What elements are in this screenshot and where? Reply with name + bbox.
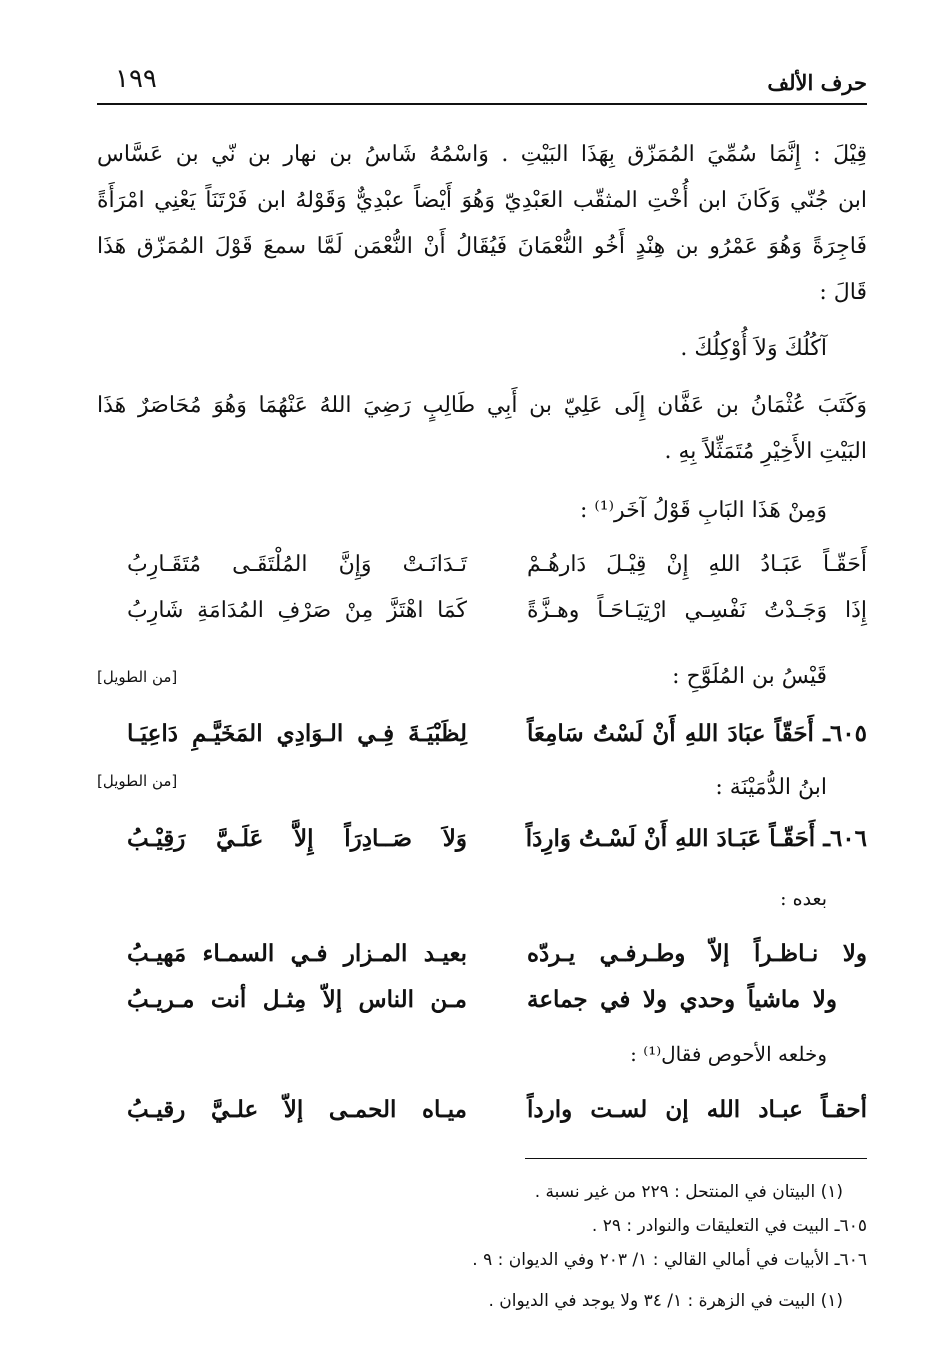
footnote: (١) البيتان في المنتحل : ٢٢٩ من غير نسبة . — [534, 1182, 843, 1202]
paragraph-line: البَيْتِ الأَخِيْرِ مُتَمَثِّلاً بِهِ . — [664, 439, 867, 464]
verse-first-hemistich: ولا نـاظـراً إلاّ وطـرفـي يـردّه — [527, 940, 867, 967]
verse-line — [97, 1096, 867, 1136]
verse-second-hemistich: بعيـد المـزار فـي السمـاء مَهيـبُ — [127, 940, 467, 967]
intro-text: وخلعه الأحوص فقال⁽¹⁾ : — [630, 1042, 827, 1066]
verse-first-hemistich: ولا ماشياً وحدي ولا في جماعة — [527, 986, 837, 1013]
verse-line — [97, 552, 867, 592]
verse-second-hemistich: وَلاَ صَــادِرَاً إِلاَّ عَلَـيَّ رَقِيْـبُ — [127, 825, 467, 852]
verse-line — [97, 598, 867, 638]
intro-text: وَمِنْ هَذَا البَابِ قَوْلُ آخَر⁽¹⁾ : — [579, 498, 827, 523]
paragraph-line: ابن جُنّي وَكَانَ ابن أُخْتِ المثقّب العَبْدِيّ وَهُوَ أَيْضاً عبْدِيٌّ وَقَوْلهُ ابن فَرْتَنَاً يَعْنِي امْرَأَةً — [97, 188, 867, 213]
verse-first-hemistich: ٦٠٦ـ أَحَقّـاً عَبَـادَ اللهِ أَنْ لَسْـتُ وَارِدَاً — [525, 825, 867, 852]
paragraph-line: فَاجِرَةً وَهُوَ عَمْرُو بن هِنْدٍ أَخُو النُّعْمَانَ فَيُقَالُ أَنْ النُّعْمَن لَمَّا سمعَ قَوْلَ المُمَزّق هَذَا — [97, 234, 867, 259]
verse-second-hemistich: ميـاه الحمـى إلاّ علـيَّ رقيـبُ — [127, 1096, 467, 1123]
verse-first-hemistich: ٦٠٥ـ أَحَقّاً عبَادَ اللهِ أَنْ لَسْتُ سَامِعَاً — [527, 720, 867, 747]
verse-second-hemistich: لِظَبْيَـةَ فِـي الـوَادِي المَخَيَّـمِ دَاعِيَـا — [127, 720, 467, 747]
running-header — [97, 62, 867, 102]
quoted-saying: آكُلُكَ وَلاَ أُوْكِلُكَ . — [680, 336, 827, 361]
header-rule — [97, 103, 867, 105]
chapter-title: حرف الألف — [767, 70, 867, 95]
verse-605 — [97, 720, 867, 760]
poet-name: ابنُ الدُّمَيْنَة : — [715, 775, 827, 800]
after-label: بعده : — [780, 888, 827, 910]
page-number: ١٩٩ — [115, 64, 157, 94]
verse-606 — [97, 825, 867, 865]
paragraph-line: قِيْلَ : إِنَّمَا سُمِّيَ المُمَزّق بِهَذَا البَيْتِ . وَاسْمُهُ شَاسُ بن نهار بن نّي بن عَسَّاس — [97, 142, 867, 167]
verse-second-hemistich: كَمَا اهْتَزَّ مِنْ صَرْفِ المُدَامَةِ شَارِبُ — [127, 598, 467, 623]
footnote: (١) البيت في الزهرة : ١/ ٣٤ ولا يوجد في الديوان . — [488, 1291, 843, 1311]
paragraph-line: وَكَتَبَ عُثْمَانُ بن عَفَّان إِلَى عَلِيّ بن أَبِي طَالِبٍ رَضِيَ اللهُ عَنْهُمَا وَهُوَ مُحَاصَرٌ هَذَا — [97, 393, 867, 418]
footnote-rule — [525, 1158, 867, 1159]
verse-second-hemistich: مـن الناس إلاّ مِثـل أنت مـريـبُ — [127, 986, 467, 1013]
verse-first-hemistich: إِذَا وَجَـدْتُ نَفْسِـي ارْتِيَـاحَـاً وهـزَّةً — [527, 598, 867, 623]
footnote: ٦٠٦ـ الأبيات في أمالي القالي : ١/ ٢٠٣ وفي الديوان : ٩ . — [472, 1250, 867, 1270]
footnote: ٦٠٥ـ البيت في التعليقات والنوادر : ٢٩ . — [591, 1216, 867, 1236]
poet-name: قَيْسُ بن المُلَوَّحِ : — [672, 664, 827, 689]
verse-first-hemistich: أحقـاً عبـاد الله إن لسـت وارداً — [527, 1096, 867, 1123]
verse-first-hemistich: أَحَقّـاً عَبَـادُ اللهِ إِنْ قِيْـلَ دَارهُـمْ — [527, 552, 867, 577]
verse-line — [97, 940, 867, 980]
verse-line — [97, 986, 867, 1026]
meter-label: [من الطويل] — [97, 772, 178, 790]
verse-second-hemistich: تَـدَانَـتْ وَإِنَّ المُلْتَقَـى مُتَقَـارِبُ — [127, 552, 467, 577]
meter-label: [من الطويل] — [97, 668, 178, 686]
paragraph-line: قَالَ : — [819, 280, 867, 305]
